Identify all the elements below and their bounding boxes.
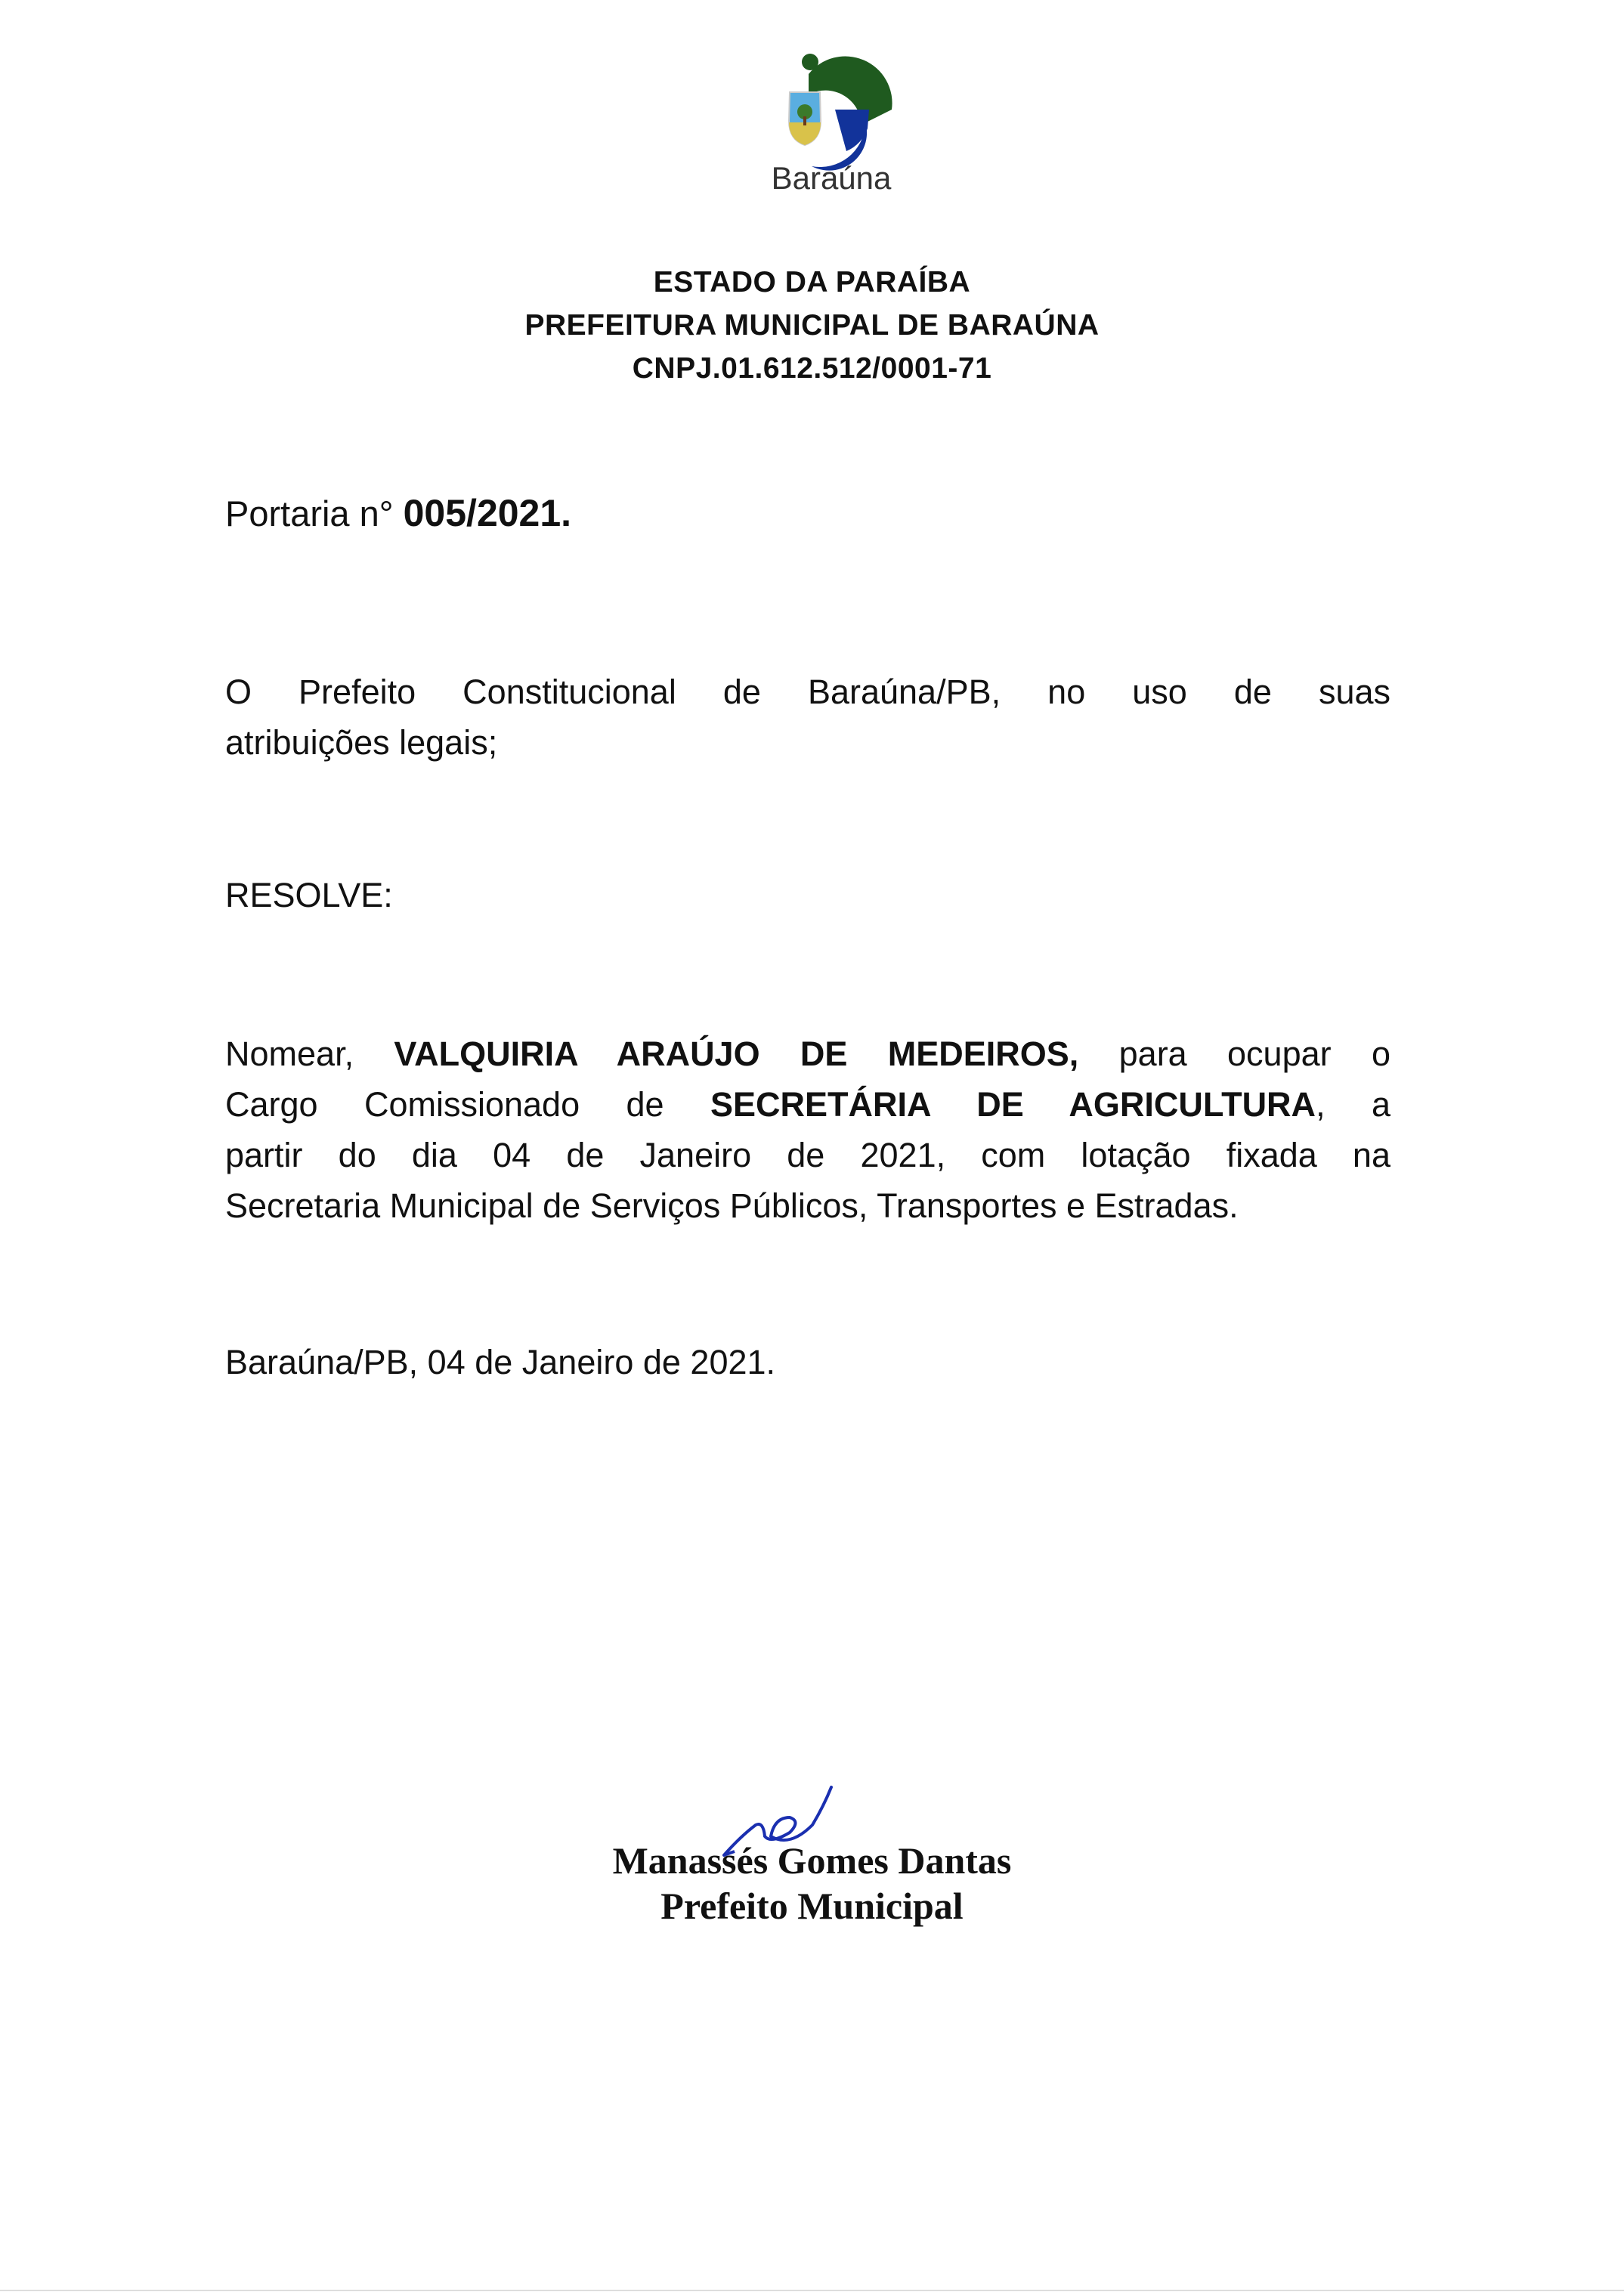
signatory-title: Prefeito Municipal (660, 1885, 964, 1927)
resolve-label: RESOLVE: (225, 876, 393, 914)
text: para ocupar o (1118, 1035, 1390, 1073)
header-cnpj: CNPJ.01.612.512/0001-71 (632, 352, 992, 385)
logo-text: Baraúna (771, 160, 892, 196)
nomination-line (225, 1079, 1390, 1130)
nomination-paragraph (225, 1028, 1390, 1231)
scan-edge (0, 2290, 1624, 2291)
text: Nomear, (225, 1035, 354, 1073)
portaria-label: Portaria n° (225, 493, 394, 534)
portaria-title (225, 488, 1390, 539)
portaria-number: 005/2021. (403, 492, 572, 534)
nominee-name: VALQUIRIA ARAÚJO DE MEDEIROS, (394, 1035, 1079, 1073)
intro-line: atribuições legais; (225, 723, 498, 762)
signature-block (0, 1838, 1624, 1928)
document-header (0, 261, 1624, 390)
nomination-line (225, 1028, 1390, 1079)
nomination-line: Secretaria Municipal de Serviços Públicos, Transportes e Estradas. (225, 1186, 1239, 1225)
intro-line: O Prefeito Constitucional de Baraúna/PB, no uso de suas (225, 673, 1390, 711)
nomination-line: partir do dia 04 de Janeiro de 2021, com lotação fixada na (225, 1136, 1390, 1174)
text: Cargo Comissionado de (225, 1085, 664, 1124)
signatory-name: Manassés Gomes Dantas (612, 1839, 1012, 1882)
header-state: ESTADO DA PARAÍBA (653, 266, 971, 298)
header-prefecture: PREFEITURA MUNICIPAL DE BARAÚNA (524, 309, 1100, 342)
date-line: Baraúna/PB, 04 de Janeiro de 2021. (225, 1343, 776, 1381)
text: , a (1316, 1085, 1390, 1124)
intro-paragraph (225, 667, 1390, 768)
role-name: SECRETÁRIA DE AGRICULTURA (710, 1085, 1316, 1124)
